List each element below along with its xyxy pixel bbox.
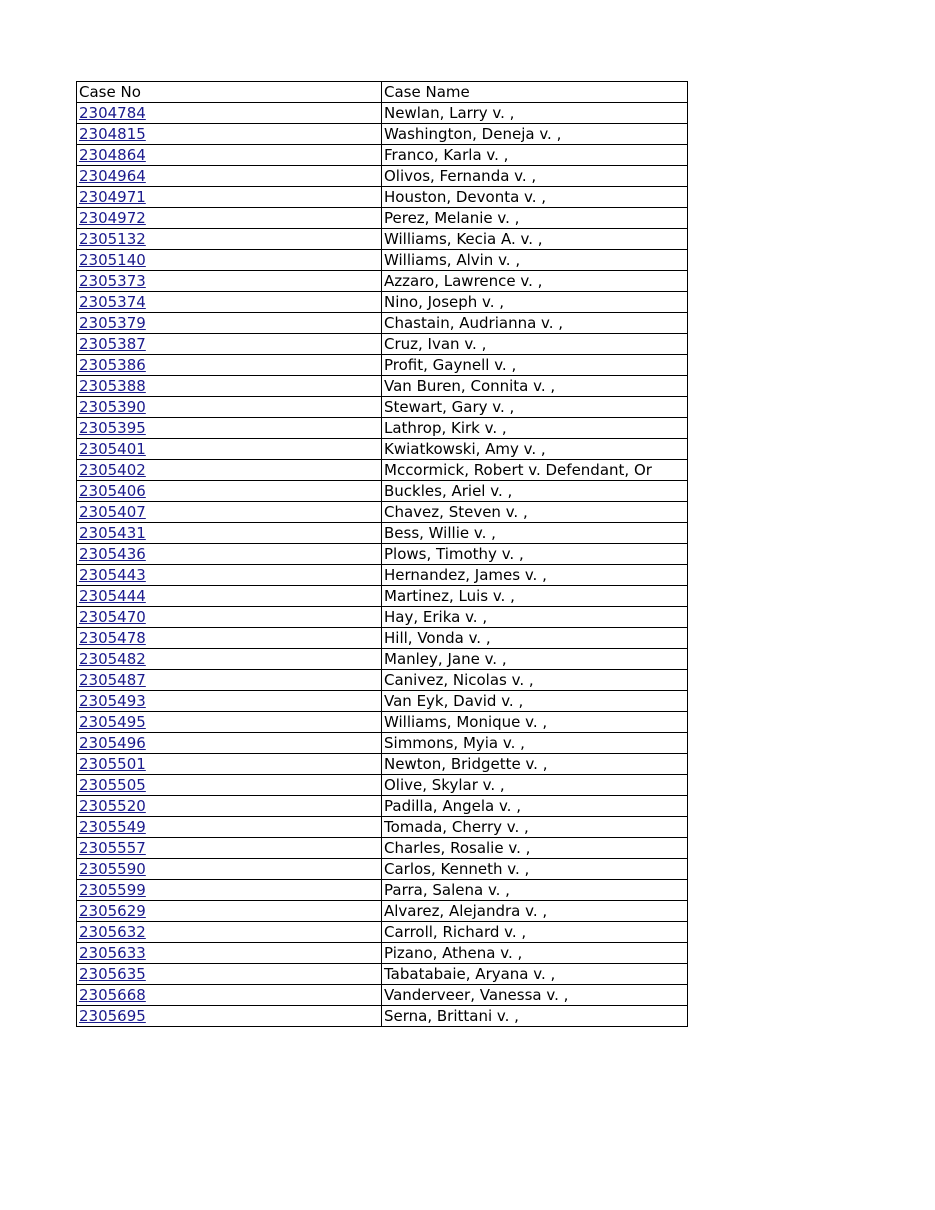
table-row xyxy=(77,481,688,502)
table-row xyxy=(77,103,688,124)
case-no-cell xyxy=(77,187,382,208)
table-row xyxy=(77,670,688,691)
case-no-cell xyxy=(77,397,382,418)
case-no-link[interactable]: 2305401 xyxy=(79,440,146,458)
table-row xyxy=(77,187,688,208)
case-no-cell xyxy=(77,838,382,859)
case-name-cell: Carroll, Richard v. , xyxy=(382,922,688,943)
table-row xyxy=(77,607,688,628)
case-name-cell: Azzaro, Lawrence v. , xyxy=(382,271,688,292)
case-no-link[interactable]: 2305373 xyxy=(79,272,146,290)
case-no-link[interactable]: 2305407 xyxy=(79,503,146,521)
header-row xyxy=(77,82,688,103)
table-row xyxy=(77,145,688,166)
case-name-cell: Van Eyk, David v. , xyxy=(382,691,688,712)
case-no-cell xyxy=(77,859,382,880)
case-no-link[interactable]: 2305668 xyxy=(79,986,146,1004)
table-row xyxy=(77,460,688,481)
table-row xyxy=(77,250,688,271)
table-row xyxy=(77,733,688,754)
case-name-cell: Cruz, Ivan v. , xyxy=(382,334,688,355)
case-no-cell xyxy=(77,355,382,376)
case-no-cell xyxy=(77,733,382,754)
case-no-cell xyxy=(77,292,382,313)
case-no-cell xyxy=(77,481,382,502)
case-no-cell xyxy=(77,712,382,733)
case-no-cell xyxy=(77,670,382,691)
case-no-cell xyxy=(77,418,382,439)
case-no-link[interactable]: 2305629 xyxy=(79,902,146,920)
case-no-cell xyxy=(77,544,382,565)
case-name-cell: Hernandez, James v. , xyxy=(382,565,688,586)
case-no-link[interactable]: 2305390 xyxy=(79,398,146,416)
table-row xyxy=(77,964,688,985)
case-no-cell xyxy=(77,649,382,670)
table-row xyxy=(77,901,688,922)
case-name-cell: Hill, Vonda v. , xyxy=(382,628,688,649)
table-row xyxy=(77,859,688,880)
case-no-link[interactable]: 2305436 xyxy=(79,545,146,563)
case-no-link[interactable]: 2305520 xyxy=(79,797,146,815)
case-no-cell xyxy=(77,166,382,187)
case-no-link[interactable]: 2305470 xyxy=(79,608,146,626)
table-row xyxy=(77,712,688,733)
case-name-cell: Pizano, Athena v. , xyxy=(382,943,688,964)
case-name-cell: Tabatabaie, Aryana v. , xyxy=(382,964,688,985)
case-name-cell: Martinez, Luis v. , xyxy=(382,586,688,607)
case-no-cell xyxy=(77,523,382,544)
case-name-cell: Lathrop, Kirk v. , xyxy=(382,418,688,439)
case-no-cell xyxy=(77,145,382,166)
case-no-cell xyxy=(77,628,382,649)
case-name-cell: Manley, Jane v. , xyxy=(382,649,688,670)
case-no-cell xyxy=(77,250,382,271)
case-name-cell: Mccormick, Robert v. Defendant, Or xyxy=(382,460,688,481)
case-no-link[interactable]: 2305374 xyxy=(79,293,146,311)
case-no-link[interactable]: 2304964 xyxy=(79,167,146,185)
case-no-cell xyxy=(77,586,382,607)
case-no-link[interactable]: 2305557 xyxy=(79,839,146,857)
case-name-cell: Williams, Monique v. , xyxy=(382,712,688,733)
case-name-cell: Houston, Devonta v. , xyxy=(382,187,688,208)
case-no-cell xyxy=(77,922,382,943)
case-no-link[interactable]: 2305590 xyxy=(79,860,146,878)
case-name-cell: Newlan, Larry v. , xyxy=(382,103,688,124)
table-row xyxy=(77,439,688,460)
table-row xyxy=(77,775,688,796)
case-no-link[interactable]: 2304972 xyxy=(79,209,146,227)
table-row xyxy=(77,397,688,418)
table-row xyxy=(77,502,688,523)
table-row xyxy=(77,355,688,376)
table-row xyxy=(77,271,688,292)
case-no-link[interactable]: 2305549 xyxy=(79,818,146,836)
case-no-link[interactable]: 2304784 xyxy=(79,104,146,122)
table-row xyxy=(77,334,688,355)
case-no-link[interactable]: 2305495 xyxy=(79,713,146,731)
case-no-link[interactable]: 2305443 xyxy=(79,566,146,584)
table-row xyxy=(77,586,688,607)
case-name-cell: Hay, Erika v. , xyxy=(382,607,688,628)
case-name-cell: Chavez, Steven v. , xyxy=(382,502,688,523)
case-no-link[interactable]: 2305379 xyxy=(79,314,146,332)
table-row xyxy=(77,922,688,943)
case-name-cell: Plows, Timothy v. , xyxy=(382,544,688,565)
case-no-cell xyxy=(77,565,382,586)
case-name-cell: Washington, Deneja v. , xyxy=(382,124,688,145)
table-row xyxy=(77,166,688,187)
case-name-cell: Simmons, Myia v. , xyxy=(382,733,688,754)
case-name-cell: Williams, Kecia A. v. , xyxy=(382,229,688,250)
case-name-cell: Carlos, Kenneth v. , xyxy=(382,859,688,880)
case-name-cell: Olive, Skylar v. , xyxy=(382,775,688,796)
case-no-cell xyxy=(77,796,382,817)
table-row xyxy=(77,628,688,649)
case-no-link[interactable]: 2305633 xyxy=(79,944,146,962)
case-no-link[interactable]: 2305493 xyxy=(79,692,146,710)
case-name-cell: Profit, Gaynell v. , xyxy=(382,355,688,376)
case-name-cell: Van Buren, Connita v. , xyxy=(382,376,688,397)
table-row xyxy=(77,754,688,775)
table-row xyxy=(77,649,688,670)
case-no-link[interactable]: 2305386 xyxy=(79,356,146,374)
table-row xyxy=(77,985,688,1006)
case-no-link[interactable]: 2305505 xyxy=(79,776,146,794)
case-no-link[interactable]: 2305635 xyxy=(79,965,146,983)
header-case-name: Case Name xyxy=(382,82,688,103)
case-no-link[interactable]: 2305478 xyxy=(79,629,146,647)
case-no-cell xyxy=(77,460,382,481)
table-row xyxy=(77,208,688,229)
case-no-link[interactable]: 2305406 xyxy=(79,482,146,500)
case-no-cell xyxy=(77,775,382,796)
case-no-link[interactable]: 2305632 xyxy=(79,923,146,941)
case-no-cell xyxy=(77,964,382,985)
table-row xyxy=(77,1006,688,1027)
case-no-cell xyxy=(77,754,382,775)
case-name-cell: Perez, Melanie v. , xyxy=(382,208,688,229)
case-no-link[interactable]: 2305501 xyxy=(79,755,146,773)
table-row xyxy=(77,817,688,838)
case-name-cell: Buckles, Ariel v. , xyxy=(382,481,688,502)
case-no-link[interactable]: 2305132 xyxy=(79,230,146,248)
case-no-cell xyxy=(77,985,382,1006)
case-no-link[interactable]: 2305387 xyxy=(79,335,146,353)
case-no-link[interactable]: 2305496 xyxy=(79,734,146,752)
case-table xyxy=(76,81,688,1027)
case-name-cell: Stewart, Gary v. , xyxy=(382,397,688,418)
table-row xyxy=(77,565,688,586)
case-name-cell: Alvarez, Alejandra v. , xyxy=(382,901,688,922)
case-no-cell xyxy=(77,271,382,292)
case-no-cell xyxy=(77,901,382,922)
case-name-cell: Olivos, Fernanda v. , xyxy=(382,166,688,187)
case-name-cell: Tomada, Cherry v. , xyxy=(382,817,688,838)
case-name-cell: Williams, Alvin v. , xyxy=(382,250,688,271)
case-name-cell: Serna, Brittani v. , xyxy=(382,1006,688,1027)
case-no-cell xyxy=(77,124,382,145)
case-name-cell: Padilla, Angela v. , xyxy=(382,796,688,817)
table-row xyxy=(77,124,688,145)
case-no-cell xyxy=(77,943,382,964)
case-name-cell: Canivez, Nicolas v. , xyxy=(382,670,688,691)
case-no-link[interactable]: 2305482 xyxy=(79,650,146,668)
table-row xyxy=(77,796,688,817)
case-name-cell: Newton, Bridgette v. , xyxy=(382,754,688,775)
table-row xyxy=(77,376,688,397)
case-no-link[interactable]: 2305140 xyxy=(79,251,146,269)
table-row xyxy=(77,229,688,250)
case-no-cell xyxy=(77,313,382,334)
case-name-cell: Parra, Salena v. , xyxy=(382,880,688,901)
table-row xyxy=(77,313,688,334)
case-no-link[interactable]: 2304815 xyxy=(79,125,146,143)
table-row xyxy=(77,838,688,859)
case-no-cell xyxy=(77,880,382,901)
table-row xyxy=(77,292,688,313)
case-no-cell xyxy=(77,208,382,229)
case-no-link[interactable]: 2305431 xyxy=(79,524,146,542)
case-no-link[interactable]: 2305402 xyxy=(79,461,146,479)
case-name-cell: Chastain, Audrianna v. , xyxy=(382,313,688,334)
case-name-cell: Kwiatkowski, Amy v. , xyxy=(382,439,688,460)
table-row xyxy=(77,691,688,712)
table-row xyxy=(77,523,688,544)
case-name-cell: Nino, Joseph v. , xyxy=(382,292,688,313)
case-no-cell xyxy=(77,229,382,250)
case-no-cell xyxy=(77,103,382,124)
case-no-cell xyxy=(77,334,382,355)
case-name-cell: Vanderveer, Vanessa v. , xyxy=(382,985,688,1006)
table-row xyxy=(77,544,688,565)
case-no-link[interactable]: 2305695 xyxy=(79,1007,146,1025)
case-name-cell: Charles, Rosalie v. , xyxy=(382,838,688,859)
table-row xyxy=(77,880,688,901)
case-no-cell xyxy=(77,376,382,397)
case-no-link[interactable]: 2304864 xyxy=(79,146,146,164)
case-no-cell xyxy=(77,817,382,838)
case-no-link[interactable]: 2304971 xyxy=(79,188,146,206)
case-no-cell xyxy=(77,502,382,523)
header-case-no: Case No xyxy=(77,82,382,103)
case-no-link[interactable]: 2305388 xyxy=(79,377,146,395)
case-no-cell xyxy=(77,1006,382,1027)
case-no-cell xyxy=(77,691,382,712)
case-no-link[interactable]: 2305599 xyxy=(79,881,146,899)
case-no-cell xyxy=(77,439,382,460)
case-no-link[interactable]: 2305487 xyxy=(79,671,146,689)
case-name-cell: Bess, Willie v. , xyxy=(382,523,688,544)
table-row xyxy=(77,943,688,964)
table-row xyxy=(77,418,688,439)
case-no-link[interactable]: 2305395 xyxy=(79,419,146,437)
case-name-cell: Franco, Karla v. , xyxy=(382,145,688,166)
case-no-cell xyxy=(77,607,382,628)
case-no-link[interactable]: 2305444 xyxy=(79,587,146,605)
